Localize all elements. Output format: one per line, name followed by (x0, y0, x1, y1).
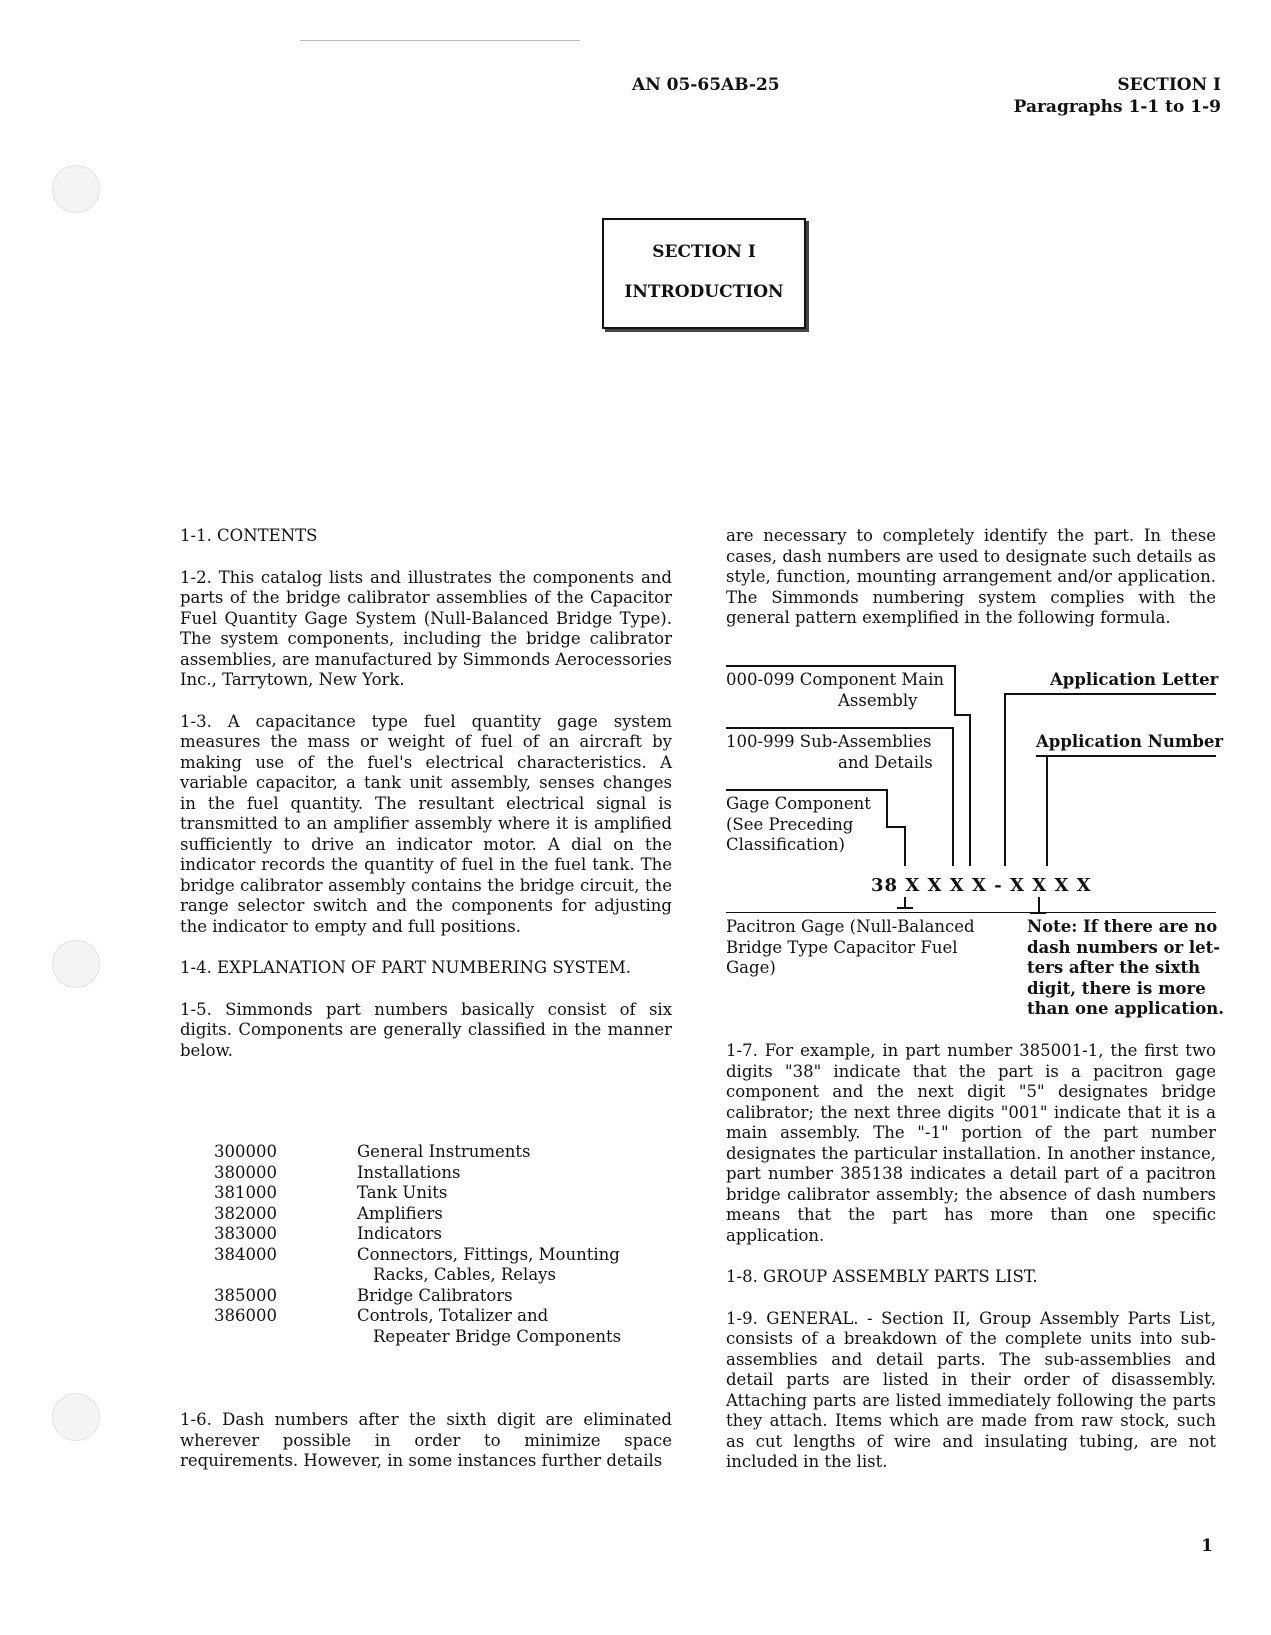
left-column (180, 526, 672, 1061)
heading-1-4: 1-4. EXPLANATION OF PART NUMBERING SYSTEM. (180, 958, 632, 977)
heading-1-8: 1-8. GROUP ASSEMBLY PARTS LIST. (726, 1267, 1038, 1286)
connector-line (886, 826, 906, 828)
label-pacitron: Pacitron Gage (Null-Balanced (726, 917, 975, 936)
paragraph-1-6-continued: are necessary to completely identify the part. In these cases, dash numbers are used to designate such details as style, function, mounting arrangement and/or application. The Simmonds numbering system complies with the general pattern exemplified in the following formula. (726, 526, 1216, 627)
label-main-assembly-2: Assembly (838, 691, 918, 710)
label-main-assembly: 000-099 Component Main (726, 670, 945, 689)
label-application-letter: Application Letter (1050, 670, 1219, 689)
paragraph-1-7: 1-7. For example, in part number 385001-1, the first two digits "38" indicate that the part is a pacitron gage component and the next digit "5" designates bridge calibrator; the next three digits "001" indicate that it is a main assembly. The "-1" portion of the part number designates the particular installation. In another instance, part number 385138 indicates a detail part of a pacitron bridge calibrator assembly; the absence of dash numbers means that the part has more than one specific application. (726, 1041, 1216, 1245)
connector-line (1046, 755, 1048, 866)
connector-line (904, 897, 906, 907)
label-pacitron-3: Gage) (726, 958, 776, 977)
formula-note-5: than one application. (1027, 999, 1224, 1018)
section-title-box (602, 218, 806, 329)
connector-line (1004, 693, 1006, 866)
paragraph-1-3: 1-3. A capacitance type fuel quantity gage system measures the mass or weight of fuel of an aircraft by making use of the fuel's electrical characteristics. A variable capacitor, a tank unit assembly, senses changes in the fuel quantity. The resultant electrical signal is transmitted to an amplifier assembly where it is amplified sufficiently to drive an indicator motor. A dial on the indicator records the quantity of fuel in the fuel tank. The bridge calibrator assembly contains the bridge circuit, the range selector switch and the components for adjusting the indicator to empty and full positions. (180, 711, 672, 936)
doc-number: AN 05-65AB-25 (632, 75, 780, 95)
binder-hole (52, 1393, 100, 1441)
paragraph-1-2: 1-2. This catalog lists and illustrates the components and parts of the bridge calibrator assemblies of the Capacitor Fuel Quantity Gage System (Null-Balanced Bridge Type). The system components, including the bridge calibrator assemblies, are manufactured by Simmonds Aerocessories Inc., Tarrytown, New York. (180, 567, 673, 689)
label-pacitron-2: Bridge Type Capacitor Fuel (726, 938, 958, 957)
rule-line (726, 912, 1216, 913)
label-gage-component-3: Classification) (726, 835, 845, 854)
label-application-number: Application Number (1036, 732, 1224, 751)
binder-hole (52, 940, 100, 988)
table-row: 383000 Indicators (214, 1224, 442, 1243)
rule-line (726, 727, 954, 729)
rule-line (1036, 755, 1216, 757)
table-row: 381000 Tank Units (214, 1183, 448, 1202)
formula-note: Note: If there are no (1027, 917, 1218, 936)
connector-line (969, 714, 971, 866)
connector-line (954, 665, 956, 715)
formula-pattern: 38 X X X X - X X X X (871, 875, 1092, 896)
header-paragraphs: Paragraphs 1-1 to 1-9 (1013, 97, 1221, 117)
label-gage-component-2: (See Preceding (726, 815, 854, 834)
section-subtitle: INTRODUCTION (624, 282, 784, 302)
rule-line (726, 789, 888, 791)
table-row: 380000 Installations (214, 1162, 461, 1182)
label-sub-assemblies: 100-999 Sub-Assemblies (726, 732, 932, 751)
right-column-lower (726, 1041, 1216, 1473)
page-number: 1 (1201, 1536, 1213, 1556)
connector-line (952, 727, 954, 866)
heading-1-1: 1-1. CONTENTS (180, 526, 318, 545)
formula-note-3: ters after the sixth (1027, 958, 1201, 977)
connector-line (1038, 897, 1040, 913)
binder-hole (52, 165, 100, 213)
table-row: 382000 Amplifiers (214, 1203, 443, 1223)
rule-line (726, 665, 954, 667)
paragraph-1-6: 1-6. Dash numbers after the sixth digit are eliminated wherever possible in order to minimize space requirements. However, in some instances further details (180, 1410, 672, 1470)
formula-note-2: dash numbers or let- (1027, 938, 1221, 957)
label-gage-component: Gage Component (726, 794, 871, 813)
formula-note-4: digit, there is more (1027, 979, 1206, 998)
scan-artifact-line (300, 40, 580, 41)
table-row: 384000 Connectors, Fittings, Mounting Racks, Cables, Relays (214, 1244, 620, 1284)
paragraph-1-5: 1-5. Simmonds part numbers basically consist of six digits. Components are generally classified in the manner below. (180, 999, 672, 1060)
table-row: 300000 General Instruments (214, 1142, 531, 1161)
classification-table (214, 1142, 621, 1347)
table-row: 385000 Bridge Calibrators (214, 1285, 513, 1305)
paragraph-1-9: 1-9. GENERAL. - Section II, Group Assembly Parts List, consists of a breakdown of the complete units into sub-assemblies and detail parts. The sub-assemblies and detail parts are listed in their order of disassembly. Attaching parts are listed immediately following the parts they attach. Items which are made from raw stock, such as cut lengths of wire and insulating tubing, are not included in the list. (726, 1308, 1216, 1471)
connector-line (886, 789, 888, 827)
connector-line (897, 907, 913, 909)
section-title: SECTION I (652, 242, 756, 262)
rule-line (1004, 693, 1216, 695)
label-sub-assemblies-2: and Details (838, 753, 933, 772)
header-section: SECTION I (1117, 75, 1221, 95)
connector-line (904, 826, 906, 866)
table-row: 386000 Controls, Totalizer and Repeater Bridge Components (214, 1306, 622, 1346)
